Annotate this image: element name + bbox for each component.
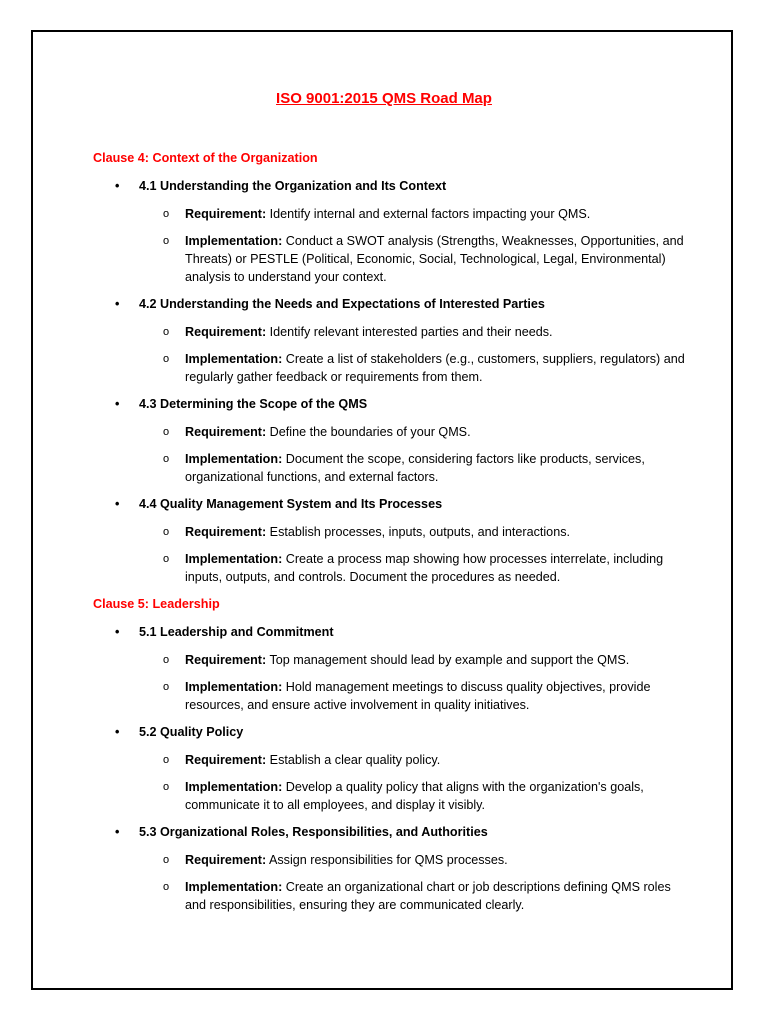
bullet-icon: • — [115, 497, 120, 511]
circle-bullet-icon: o — [163, 881, 170, 893]
circle-bullet-icon: o — [163, 453, 170, 465]
bullet-icon: • — [115, 825, 120, 839]
list-item — [93, 295, 693, 386]
requirement-text: Identify internal and external factors impacting your QMS. — [266, 207, 591, 221]
requirement-text: Define the boundaries of your QMS. — [266, 425, 471, 439]
bullet-icon: • — [115, 625, 120, 639]
implementation-text: Conduct a SWOT analysis (Strengths, Weaknesses, Opportunities, and Threats) or PESTLE (Political, Economic, Social, Technological, Legal, Environmental) analysis to understand your context. — [185, 234, 684, 284]
implementation-text: Document the scope, considering factors like products, services, organizational functions, and external factors. — [185, 452, 645, 484]
clause-heading: Clause 5: Leadership — [93, 597, 220, 611]
circle-bullet-icon: o — [163, 754, 170, 766]
bullet-icon: • — [115, 725, 120, 739]
circle-bullet-icon: o — [163, 426, 170, 438]
bullet-icon: • — [115, 179, 120, 193]
item-title: 5.2 Quality Policy — [139, 725, 244, 739]
list-item — [93, 395, 693, 486]
requirement-label: Requirement: — [185, 207, 267, 221]
requirement-label: Requirement: — [185, 853, 267, 867]
item-title: 4.3 Determining the Scope of the QMS — [139, 397, 368, 411]
circle-bullet-icon: o — [163, 781, 170, 793]
list-item — [93, 495, 693, 586]
implementation-label: Implementation: — [185, 780, 283, 794]
list-item — [93, 723, 693, 814]
requirement-label: Requirement: — [185, 753, 267, 767]
list-item — [93, 623, 693, 714]
clause-heading: Clause 4: Context of the Organization — [93, 151, 318, 165]
implementation-text: Hold management meetings to discuss quality objectives, provide resources, and ensure active involvement in quality initiatives. — [185, 680, 651, 712]
requirement-text: Establish processes, inputs, outputs, and interactions. — [266, 525, 570, 539]
implementation-text: Create a process map showing how processes interrelate, including inputs, outputs, and controls. Document the procedures as needed. — [185, 552, 664, 584]
circle-bullet-icon: o — [163, 854, 170, 866]
circle-bullet-icon: o — [163, 526, 170, 538]
item-title: 4.4 Quality Management System and Its Processes — [139, 497, 443, 511]
implementation-label: Implementation: — [185, 680, 283, 694]
requirement-label: Requirement: — [185, 525, 267, 539]
item-title: 5.3 Organizational Roles, Responsibilities, and Authorities — [139, 825, 488, 839]
implementation-text: Develop a quality policy that aligns with the organization's goals, communicate it to all employees, and display it visibly. — [185, 780, 644, 812]
implementation-text: Create a list of stakeholders (e.g., customers, suppliers, regulators) and regularly gather feedback or requirements from them. — [185, 352, 685, 384]
circle-bullet-icon: o — [163, 208, 170, 220]
implementation-text: Create an organizational chart or job descriptions defining QMS roles and responsibilities, ensuring they are communicated clearly. — [185, 880, 671, 912]
requirement-text: Assign responsibilities for QMS processes. — [266, 853, 508, 867]
item-title: 4.2 Understanding the Needs and Expectations of Interested Parties — [139, 297, 545, 311]
circle-bullet-icon: o — [163, 326, 170, 338]
implementation-label: Implementation: — [185, 880, 283, 894]
requirement-label: Requirement: — [185, 425, 267, 439]
implementation-label: Implementation: — [185, 552, 283, 566]
document-title: ISO 9001:2015 QMS Road Map — [276, 90, 492, 107]
requirement-text: Identify relevant interested parties and their needs. — [266, 325, 553, 339]
circle-bullet-icon: o — [163, 654, 170, 666]
implementation-label: Implementation: — [185, 352, 283, 366]
item-title: 4.1 Understanding the Organization and Its Context — [139, 179, 447, 193]
bullet-icon: • — [115, 397, 120, 411]
item-title: 5.1 Leadership and Commitment — [139, 625, 334, 639]
circle-bullet-icon: o — [163, 553, 170, 565]
list-item — [93, 177, 693, 286]
requirement-text: Establish a clear quality policy. — [266, 753, 441, 767]
requirement-label: Requirement: — [185, 653, 267, 667]
circle-bullet-icon: o — [163, 353, 170, 365]
circle-bullet-icon: o — [163, 235, 170, 247]
circle-bullet-icon: o — [163, 681, 170, 693]
requirement-text: Top management should lead by example and support the QMS. — [266, 653, 630, 667]
requirement-label: Requirement: — [185, 325, 267, 339]
implementation-label: Implementation: — [185, 234, 283, 248]
list-item — [93, 823, 693, 914]
document-body — [93, 149, 693, 923]
bullet-icon: • — [115, 297, 120, 311]
implementation-label: Implementation: — [185, 452, 283, 466]
